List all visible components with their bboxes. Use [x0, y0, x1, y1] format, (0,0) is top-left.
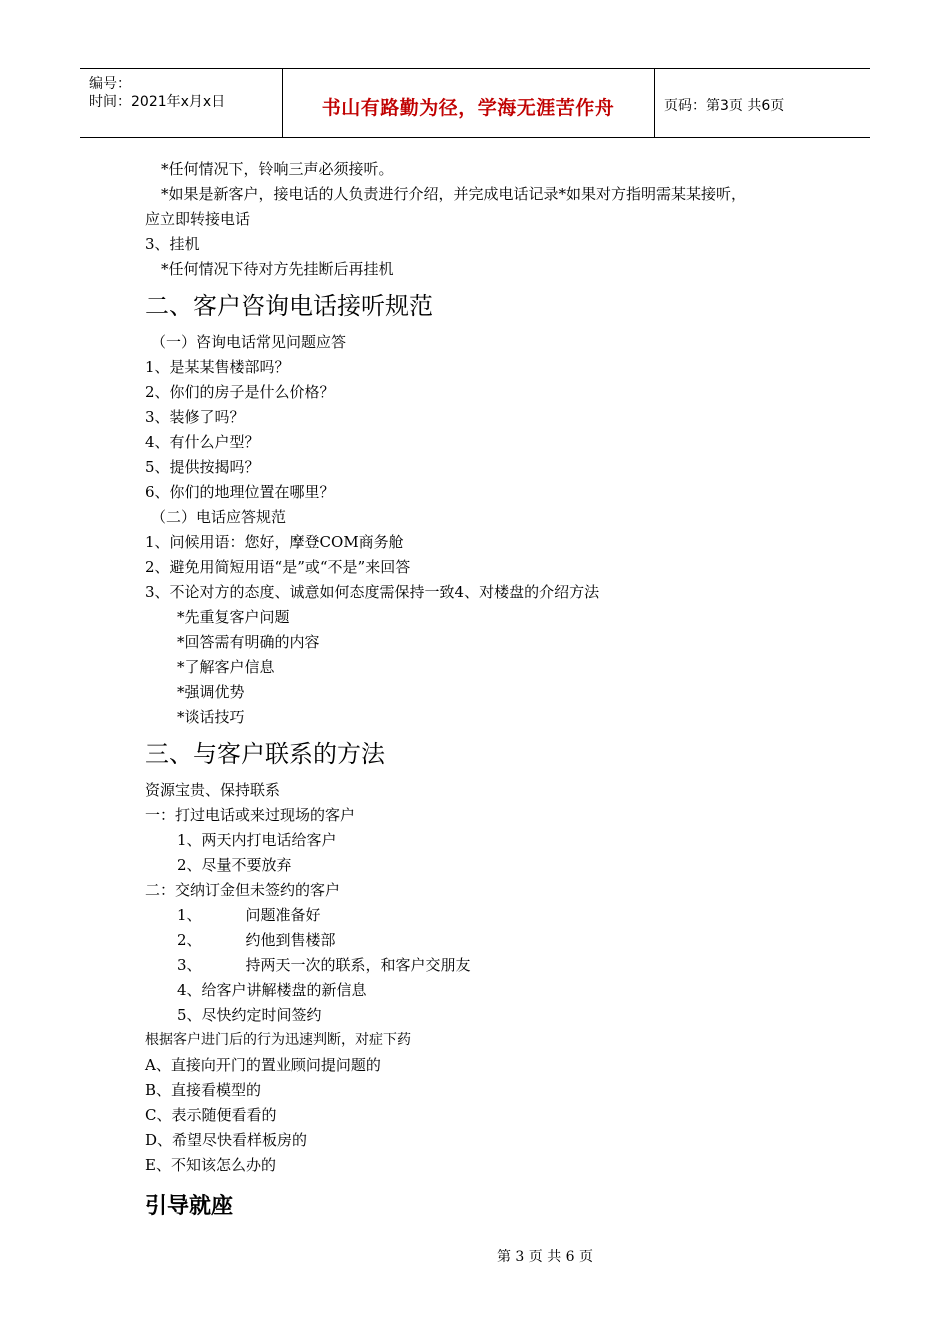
list-item: *先重复客户问题: [177, 608, 290, 626]
list-item: 2、避免用简短用语“是”或“不是”来回答: [145, 558, 411, 576]
text-line: [145, 182, 825, 207]
list-item: 4、有什么户型？: [145, 433, 260, 451]
list-item: 1、两天内打电话给客户: [177, 831, 337, 849]
list-item: B、直接看模型的: [145, 1081, 262, 1099]
list-item: A、直接向开门的置业顾问提问题的: [145, 1056, 381, 1074]
list-item: D、希望尽快看样板房的: [145, 1131, 308, 1149]
header-page-cell: [655, 69, 870, 137]
list-item: 5、提供按揭吗？: [145, 458, 260, 476]
list-item: 4、给客户讲解楼盘的新信息: [177, 981, 367, 999]
motto: 书山有路勤为径，学海无涯苦作舟: [321, 97, 615, 119]
list-item: C、表示随便看看的: [145, 1106, 277, 1124]
number-label: 编号：: [89, 76, 131, 92]
subsection-heading: （二）电话应答规范: [151, 508, 287, 526]
list-number: 2、: [177, 931, 202, 949]
text-line-b: 应立即转接电话: [145, 210, 251, 228]
list-item: [145, 928, 825, 953]
list-text: 持两天一次的联系，和客户交朋友: [245, 956, 471, 974]
list-item: *了解客户信息: [177, 658, 275, 676]
text-line: 资源宝贵、保持联系: [145, 781, 281, 799]
document-body: [145, 157, 825, 1230]
text-line: 3、挂机: [145, 235, 200, 253]
list-item: 3、装修了吗？: [145, 408, 245, 426]
page-header: [80, 68, 870, 138]
text-line: *任何情况下，铃响三声必须接听。: [161, 160, 394, 178]
group-heading: 根据客户进门后的行为迅速判断，对症下药: [145, 1032, 411, 1048]
text-line: *任何情况下待对方先挂断后再挂机: [161, 260, 394, 278]
list-item: [145, 953, 825, 978]
section-heading: 二、客户咨询电话接听规范: [145, 292, 433, 320]
list-text: 约他到售楼部: [245, 931, 336, 949]
list-item: 2、尽量不要放弃: [177, 856, 292, 874]
list-item: 2、你们的房子是什么价格？: [145, 383, 335, 401]
header-meta-cell: [80, 69, 283, 137]
list-item: *强调优势: [177, 683, 245, 701]
list-item: 1、是某某售楼部吗？: [145, 358, 290, 376]
section-heading: 三、与客户联系的方法: [145, 740, 385, 768]
list-number: 1、: [177, 906, 202, 924]
subsection-heading: （一）咨询电话常见问题应答: [151, 333, 347, 351]
list-item: 5、尽快约定时间签约: [177, 1006, 322, 1024]
list-item: [145, 903, 825, 928]
group-heading: 一：打过电话或来过现场的客户: [145, 806, 356, 824]
group-heading: 二：交纳订金但未签约的客户: [145, 881, 341, 899]
section-heading: 引导就座: [145, 1194, 234, 1219]
list-item: E、不知该怎么办的: [145, 1156, 276, 1174]
list-item: 1、问候用语：您好，摩登COM商务舱: [145, 533, 404, 551]
list-item: 6、你们的地理位置在哪里？: [145, 483, 335, 501]
list-item: 3、不论对方的态度、诚意如何态度需保持一致4、对楼盘的介绍方法: [145, 583, 600, 601]
time-label: 时间：2021年x月x日: [89, 94, 226, 110]
list-text: 问题准备好: [245, 906, 321, 924]
list-item: *谈话技巧: [177, 708, 245, 726]
text-line-a: *如果是新客户，接电话的人负责进行介绍，并完成电话记录*如果对方指明需某某接听，: [161, 185, 747, 203]
page-label: 页码：第3页 共6页: [664, 98, 785, 114]
page-footer: 第 3 页 共 6 页: [496, 1249, 594, 1265]
list-number: 3、: [177, 956, 202, 974]
header-motto-cell: [282, 69, 655, 137]
list-item: *回答需有明确的内容: [177, 633, 320, 651]
